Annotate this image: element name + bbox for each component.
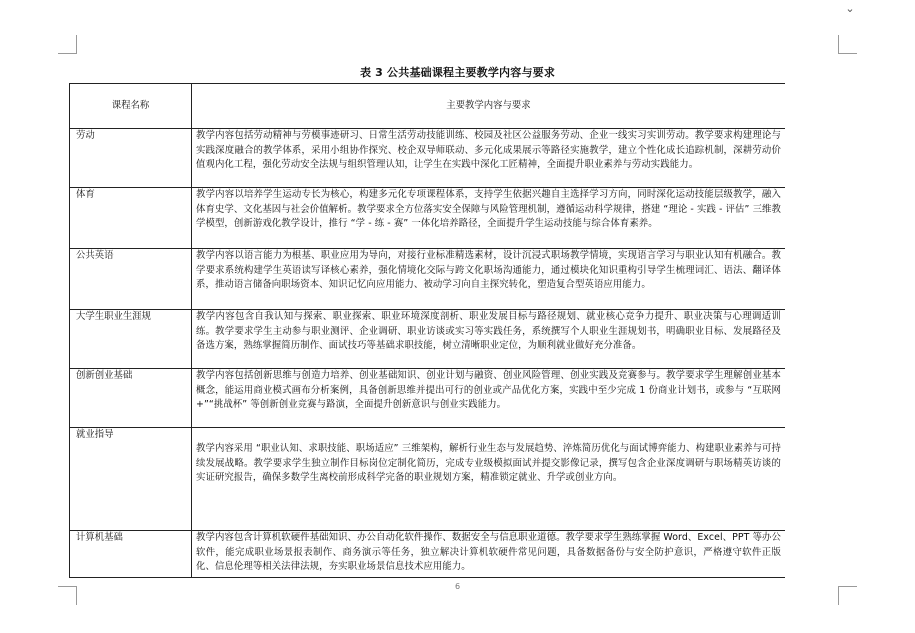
- table-caption: 表 3 公共基础课程主要教学内容与要求: [359, 66, 556, 79]
- course-content-cell: 教学内容包含自我认知与探索、职业探索、职业环境深度剖析、职业发展目标与路径规划、就业核心竞争力提升、职业决策与心理调适训练。教学要求学生主动参与职业测评、企业调研、职业访谈或实习等实践任务，系统撰写个人职业生涯规划书，明确职业目标、发展路径及备选方案，熟练掌握简历制作、面试技巧等基础求职技能，树立清晰职业定位，为顺利就业做好充分准备。: [192, 310, 786, 369]
- header-course-content: 主要教学内容与要求: [192, 84, 786, 129]
- course-name-cell: 就业指导: [70, 428, 192, 531]
- course-content-cell: 教学内容以语言能力为根基、职业应用为导向，对接行业标准精选素材，设计沉浸式职场教学情境，实现语言学习与职业认知有机融合。教学要求系统构建学生英语读写译核心素养，强化情境化交际与跨文化职场沟通能力，通过模块化知识重构引导学生梳理词汇、语法、翻译体系，推动语言储备向职场资本、知识记忆向应用能力、被动学习向自主探究转化，塑造复合型英语应用能力。: [192, 249, 786, 310]
- course-name-cell: [70, 578, 192, 579]
- course-content-cell: 教学内容采用 “职业认知、求职技能、职场适应” 三维架构，解析行业生态与发展趋势、淬炼简历优化与面试博弈能力、构建职业素养与可持续发展战略。教学要求学生独立制作目标岗位定制化简历，完成专业级模拟面试并提交影像记录，撰写包含企业深度调研与职场精英访谈的实证研究报告，确保多数学生离校前形成科学完备的职业规划方案，精准锁定就业、升学或创业方向。: [192, 428, 786, 531]
- chevron-down-icon[interactable]: ⌄: [845, 2, 855, 15]
- table-row: [70, 249, 786, 310]
- course-content-cell: [192, 578, 786, 579]
- course-name-cell: 大学生职业生涯规: [70, 310, 192, 369]
- table-row: [70, 129, 786, 188]
- course-name-cell: 计算机基础: [70, 531, 192, 578]
- course-content-cell: 教学内容包含计算机软硬件基础知识、办公自动化软件操作、数据安全与信息职业道德。教学要求学生熟练掌握 Word、Excel、PPT 等办公软件，能完成职业场景报表制作、商务演示等任务，独立解决计算机软硬件常见问题，具备数据备份与安全防护意识，严格遵守软件正版化、信息伦理等相关法律法规，夯实职业场景信息技术应用能力。: [192, 531, 786, 578]
- course-content-cell: 教学内容包括劳动精神与劳模事迹研习、日常生活劳动技能训练、校园及社区公益服务劳动、企业一线实习实训劳动。教学要求构建理论与实践深度融合的教学体系，采用小组协作探究、校企双导师联动、多元化成果展示等路径实施教学，建立个性化成长追踪机制，深耕劳动价值观内化工程，强化劳动安全法规与组织管理认知，让学生在实践中深化工匠精神，全面提升职业素养与劳动实践能力。: [192, 129, 786, 188]
- course-content-cell: 教学内容以培养学生运动专长为核心，构建多元化专项课程体系，支持学生依据兴趣自主选择学习方向，同时深化运动技能层级教学，融入体育史学、文化基因与社会价值解析。教学要求全方位落实安全保障与风险管理机制，遵循运动科学规律，搭建 “理论 - 实践 - 评估” 三维教学模型，创新游戏化教学设计，推行 “学 - 练 - 赛” 一体化培养路径，全面提升学生运动技能与综合体育素养。: [192, 188, 786, 249]
- table-row: [70, 188, 786, 249]
- crop-mark-top-right: [838, 35, 857, 54]
- table-row: [70, 578, 786, 579]
- table-container: [69, 83, 785, 578]
- table-row: [70, 531, 786, 578]
- course-name-cell: 劳动: [70, 129, 192, 188]
- crop-mark-top-left: [58, 35, 77, 54]
- page-number: 6: [454, 582, 461, 591]
- course-name-cell: 创新创业基础: [70, 369, 192, 428]
- table-header-row: [70, 84, 786, 129]
- table-row: [70, 428, 786, 531]
- table-row: [70, 369, 786, 428]
- course-content-table: [69, 83, 785, 578]
- course-name-cell: 体育: [70, 188, 192, 249]
- course-content-cell: 教学内容包括创新思维与创造力培养、创业基础知识、创业计划与融资、创业风险管理、创业实践及竞赛参与。教学要求学生理解创业基本概念，能运用商业模式画布分析案例，具备创新思维并提出可行的创业或产品优化方案，实践中至少完成 1 份商业计划书，或参与 “互联网 +”“挑战杯” 等创新创业竞赛与路演，全面提升创新意识与创业实践能力。: [192, 369, 786, 428]
- table-row: [70, 310, 786, 369]
- header-course-name: 课程名称: [70, 84, 192, 129]
- course-name-cell: 公共英语: [70, 249, 192, 310]
